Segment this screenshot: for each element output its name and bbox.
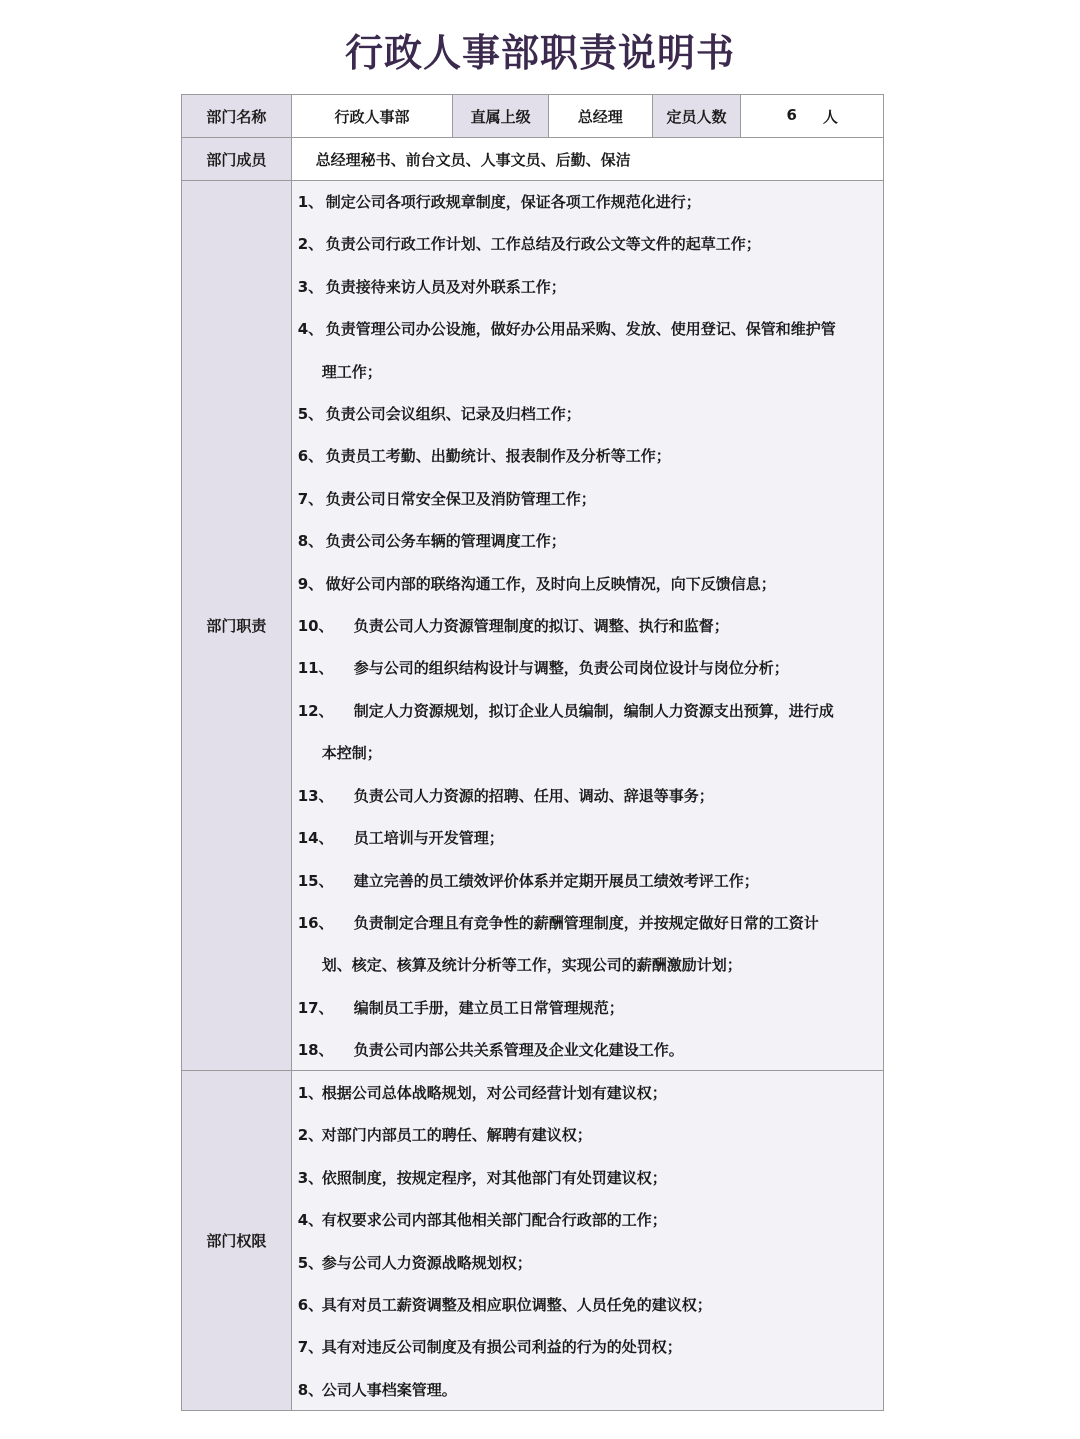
duty-item bbox=[298, 860, 883, 902]
authority-row bbox=[182, 1071, 883, 1410]
duty-item bbox=[298, 520, 883, 562]
duty-item-number: 16、 bbox=[297, 913, 334, 932]
authority-item-text: 根据公司总体战略规划，对公司经营计划有建议权； bbox=[321, 1084, 667, 1102]
authority-item-number: 6、 bbox=[297, 1296, 324, 1315]
duty-item-number: 10、 bbox=[297, 617, 334, 636]
duty-item-number: 3、 bbox=[297, 277, 324, 296]
duty-item bbox=[298, 605, 883, 647]
duty-item bbox=[298, 987, 883, 1029]
authority-item bbox=[298, 1284, 883, 1326]
authority-item bbox=[298, 1072, 883, 1114]
duty-item-text: 编制员工手册，建立员工日常管理规范； bbox=[353, 998, 624, 1017]
authority-item-text: 有权要求公司内部其他相关部门配合行政部的工作； bbox=[321, 1211, 667, 1230]
authority-item-number: 1、 bbox=[297, 1084, 324, 1102]
duty-table bbox=[181, 94, 884, 1411]
document-title: 行政人事部职责说明书 bbox=[344, 31, 735, 75]
members-value: 总经理秘书、前台文员、人事文员、后勤、保洁 bbox=[292, 138, 883, 180]
headcount-unit: 人 bbox=[822, 107, 838, 126]
duty-item-number: 14、 bbox=[297, 829, 334, 848]
authority-item bbox=[298, 1369, 883, 1411]
duty-item-text: 负责公司人力资源的招聘、任用、调动、辞退等事务； bbox=[353, 786, 714, 805]
dept-name-label: 部门名称 bbox=[182, 95, 292, 137]
duty-item bbox=[298, 1029, 883, 1071]
duty-item-text: 负责公司内部公共关系管理及企业文化建设工作。 bbox=[353, 1041, 684, 1060]
duty-item-text: 负责制定合理且有竞争性的薪酬管理制度，并按规定做好日常的工资计 bbox=[353, 913, 819, 932]
duty-item bbox=[298, 393, 883, 435]
headcount-value: 6 bbox=[786, 105, 797, 124]
authority-item-text: 对部门内部员工的聘任、解聘有建议权； bbox=[321, 1126, 592, 1145]
duty-item bbox=[298, 181, 883, 223]
duty-item-number: 17、 bbox=[297, 998, 334, 1017]
authority-item bbox=[298, 1199, 883, 1241]
duty-item bbox=[298, 902, 883, 987]
duty-item-number: 18、 bbox=[297, 1041, 334, 1060]
duties-label: 部门职责 bbox=[182, 181, 292, 1070]
duty-item bbox=[298, 223, 883, 265]
authority-item-number: 5、 bbox=[297, 1253, 324, 1272]
authority-list bbox=[298, 1071, 883, 1411]
headcount-cell bbox=[741, 95, 883, 137]
duty-item-number: 13、 bbox=[297, 786, 334, 805]
authority-item bbox=[298, 1242, 883, 1284]
duty-item-number: 1、 bbox=[297, 193, 324, 211]
authority-content bbox=[292, 1071, 883, 1410]
duty-item bbox=[298, 817, 883, 859]
dept-name-value: 行政人事部 bbox=[292, 95, 454, 137]
duty-item-number: 8、 bbox=[297, 532, 324, 551]
duty-item-number: 4、 bbox=[297, 320, 324, 339]
authority-item-text: 依照制度，按规定程序，对其他部门有处罚建议权； bbox=[321, 1168, 667, 1187]
duty-item-text: 员工培训与开发管理； bbox=[353, 829, 504, 848]
duty-item-text: 负责公司会议组织、记录及归档工作； bbox=[325, 405, 581, 424]
duty-item-number: 11、 bbox=[297, 659, 334, 678]
duty-item-text: 负责公司人力资源管理制度的拟订、调整、执行和监督； bbox=[353, 617, 729, 636]
duty-item-text: 负责公司公务车辆的管理调度工作； bbox=[325, 532, 566, 551]
duty-item bbox=[298, 478, 883, 520]
duty-item-text: 参与公司的组织结构设计与调整，负责公司岗位设计与岗位分析； bbox=[353, 659, 789, 678]
authority-item-number: 2、 bbox=[297, 1126, 324, 1145]
duty-item bbox=[298, 435, 883, 477]
duty-item-text: 制定人力资源规划，拟订企业人员编制，编制人力资源支出预算，进行成 bbox=[353, 701, 834, 720]
authority-item-number: 8、 bbox=[297, 1380, 324, 1399]
duty-item-text: 做好公司内部的联络沟通工作，及时向上反映情况，向下反馈信息； bbox=[325, 574, 776, 593]
duty-item-text: 制定公司各项行政规章制度，保证各项工作规范化进行； bbox=[325, 193, 701, 211]
duty-item-continuation: 本控制； bbox=[321, 744, 382, 763]
headcount-label: 定员人数 bbox=[653, 95, 742, 137]
duty-item bbox=[298, 308, 883, 393]
authority-item-text: 公司人事档案管理。 bbox=[321, 1380, 457, 1399]
duty-item-text: 负责接待来访人员及对外联系工作； bbox=[325, 277, 566, 296]
authority-label: 部门权限 bbox=[182, 1071, 292, 1410]
duty-item-number: 9、 bbox=[297, 574, 324, 593]
duty-item bbox=[298, 690, 883, 775]
duty-item-text: 负责管理公司办公设施，做好办公用品采购、发放、使用登记、保管和维护管 bbox=[325, 320, 836, 339]
authority-item-number: 4、 bbox=[297, 1211, 324, 1230]
duty-item-text: 负责公司行政工作计划、工作总结及行政公文等文件的起草工作； bbox=[325, 235, 761, 254]
members-label: 部门成员 bbox=[182, 138, 292, 180]
duty-item-number: 7、 bbox=[297, 489, 324, 508]
header-row bbox=[182, 95, 883, 138]
authority-item bbox=[298, 1114, 883, 1156]
duties-row bbox=[182, 181, 883, 1071]
duty-item-continuation: 划、核定、核算及统计分析等工作，实现公司的薪酬激励计划； bbox=[321, 956, 742, 975]
duty-item bbox=[298, 647, 883, 689]
duty-item bbox=[298, 775, 883, 817]
duties-content bbox=[292, 181, 883, 1070]
duty-item-number: 2、 bbox=[297, 235, 324, 254]
superior-value: 总经理 bbox=[549, 95, 653, 137]
authority-item bbox=[298, 1326, 883, 1368]
duty-item-number: 12、 bbox=[297, 701, 334, 720]
authority-item-text: 参与公司人力资源战略规划权； bbox=[321, 1253, 532, 1272]
duty-item-number: 15、 bbox=[297, 871, 334, 890]
members-row bbox=[182, 138, 883, 181]
authority-item-text: 具有对违反公司制度及有损公司利益的行为的处罚权； bbox=[321, 1338, 682, 1357]
duty-item-text: 负责员工考勤、出勤统计、报表制作及分析等工作； bbox=[325, 447, 671, 466]
duty-item-text: 建立完善的员工绩效评价体系并定期开展员工绩效考评工作； bbox=[353, 871, 759, 890]
authority-item-number: 3、 bbox=[297, 1168, 324, 1187]
authority-item bbox=[298, 1157, 883, 1199]
duty-item-number: 6、 bbox=[297, 447, 324, 466]
duty-item-number: 5、 bbox=[297, 405, 324, 424]
duty-item bbox=[298, 266, 883, 308]
duty-item bbox=[298, 563, 883, 605]
authority-item-number: 7、 bbox=[297, 1338, 324, 1357]
superior-label: 直属上级 bbox=[453, 95, 549, 137]
duty-item-text: 负责公司日常安全保卫及消防管理工作； bbox=[325, 489, 596, 508]
duty-item-continuation: 理工作； bbox=[321, 362, 382, 381]
duties-list bbox=[298, 181, 883, 1072]
authority-item-text: 具有对员工薪资调整及相应职位调整、人员任免的建议权； bbox=[321, 1296, 712, 1315]
